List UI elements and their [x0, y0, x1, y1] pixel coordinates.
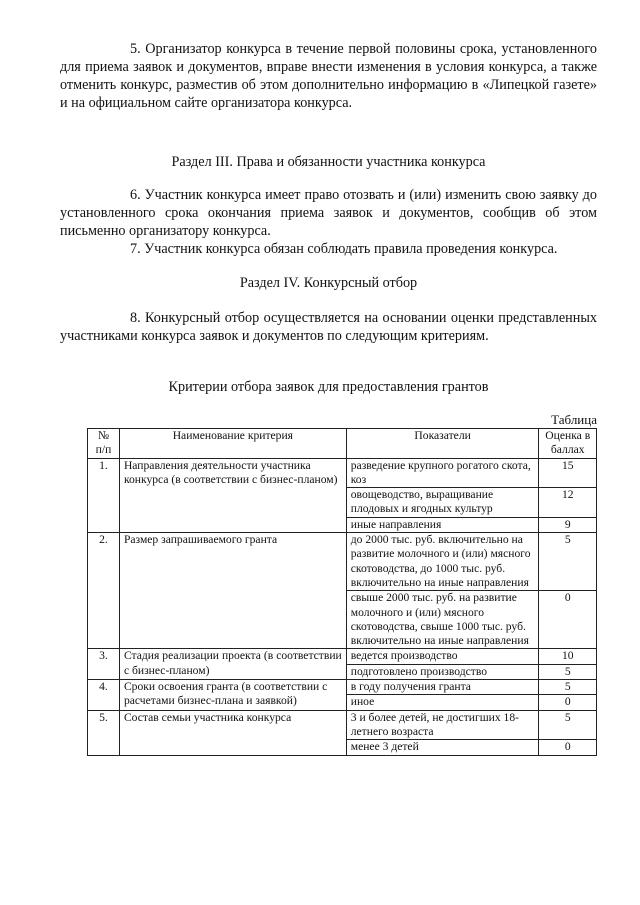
- table-row: [88, 649, 597, 664]
- criterion-name: Сроки освоения гранта (в соответствии с расчетами бизнес-плана и заявкой): [119, 680, 346, 711]
- section-3-heading: Раздел III. Права и обязанности участника конкурса: [171, 154, 486, 170]
- header-indicators: Показатели: [346, 429, 539, 459]
- criteria-table: [87, 428, 597, 756]
- paragraph-5: 5. Организатор конкурса в течение первой половины срока, установленного для приема заявок и документов, вправе внести изменения в условия конкурса, а также отменить конкурс, разместив об этом дополнительно информацию в «Липецкой газете» и на официальном сайте организатора конкурса.: [60, 41, 597, 111]
- header-name: Наименование критерия: [119, 429, 346, 459]
- table-row: [88, 458, 597, 488]
- table-header-row: [88, 429, 597, 459]
- section-4-heading: Раздел IV. Конкурсный отбор: [239, 275, 418, 291]
- header-score: Оценка в баллах: [539, 429, 597, 459]
- score: 0: [539, 740, 597, 755]
- paragraph-6: 6. Участник конкурса имеет право отозвать и (или) изменить свою заявку до установленного срока окончания приема заявок и документов, сообщив об этом письменно организатору конкурса.: [60, 187, 597, 239]
- paragraph-7: 7. Участник конкурса обязан соблюдать правила проведения конкурса.: [130, 241, 558, 257]
- row-num: 3.: [88, 649, 120, 680]
- table-row: [88, 680, 597, 695]
- criterion-name: Стадия реализации проекта (в соответствии с бизнес-планом): [119, 649, 346, 680]
- score: 15: [539, 458, 597, 488]
- score: 5: [539, 664, 597, 679]
- indicator: в году получения гранта: [346, 680, 539, 695]
- table-label: Таблица: [551, 412, 597, 427]
- row-num: 4.: [88, 680, 120, 711]
- criterion-name: Размер запрашиваемого гранта: [119, 533, 346, 649]
- row-num: 1.: [88, 458, 120, 532]
- indicator: менее 3 детей: [346, 740, 539, 755]
- criterion-name: Состав семьи участника конкурса: [119, 710, 346, 755]
- score: 0: [539, 591, 597, 649]
- row-num: 2.: [88, 533, 120, 649]
- indicator: иные направления: [346, 517, 539, 532]
- score: 5: [539, 710, 597, 740]
- score: 9: [539, 517, 597, 532]
- score: 5: [539, 533, 597, 591]
- indicator: ведется производство: [346, 649, 539, 664]
- header-num: № п/п: [88, 429, 120, 459]
- table-row: [88, 533, 597, 591]
- indicator: разведение крупного рогатого скота, коз: [346, 458, 539, 488]
- row-num: 5.: [88, 710, 120, 755]
- table-row: [88, 710, 597, 740]
- table-title: Критерии отбора заявок для предоставления грантов: [168, 379, 489, 395]
- score: 0: [539, 695, 597, 710]
- indicator: свыше 2000 тыс. руб. на развитие молочного и (или) мясного скотоводства, свыше 1000 тыс. руб. включительно на иные направления: [346, 591, 539, 649]
- indicator: иное: [346, 695, 539, 710]
- indicator: до 2000 тыс. руб. включительно на развитие молочного и (или) мясного скотоводства, до 1000 тыс. руб. включительно на иные направления: [346, 533, 539, 591]
- indicator: овощеводство, выращивание плодовых и ягодных культур: [346, 488, 539, 518]
- indicator: 3 и более детей, не достигших 18-летнего возраста: [346, 710, 539, 740]
- paragraph-8: 8. Конкурсный отбор осуществляется на основании оценки представленных участниками конкурса заявок и документов по следующим критериям.: [60, 310, 597, 344]
- score: 5: [539, 680, 597, 695]
- indicator: подготовлено производство: [346, 664, 539, 679]
- score: 10: [539, 649, 597, 664]
- criterion-name: Направления деятельности участника конкурса (в соответствии с бизнес-планом): [119, 458, 346, 532]
- score: 12: [539, 488, 597, 518]
